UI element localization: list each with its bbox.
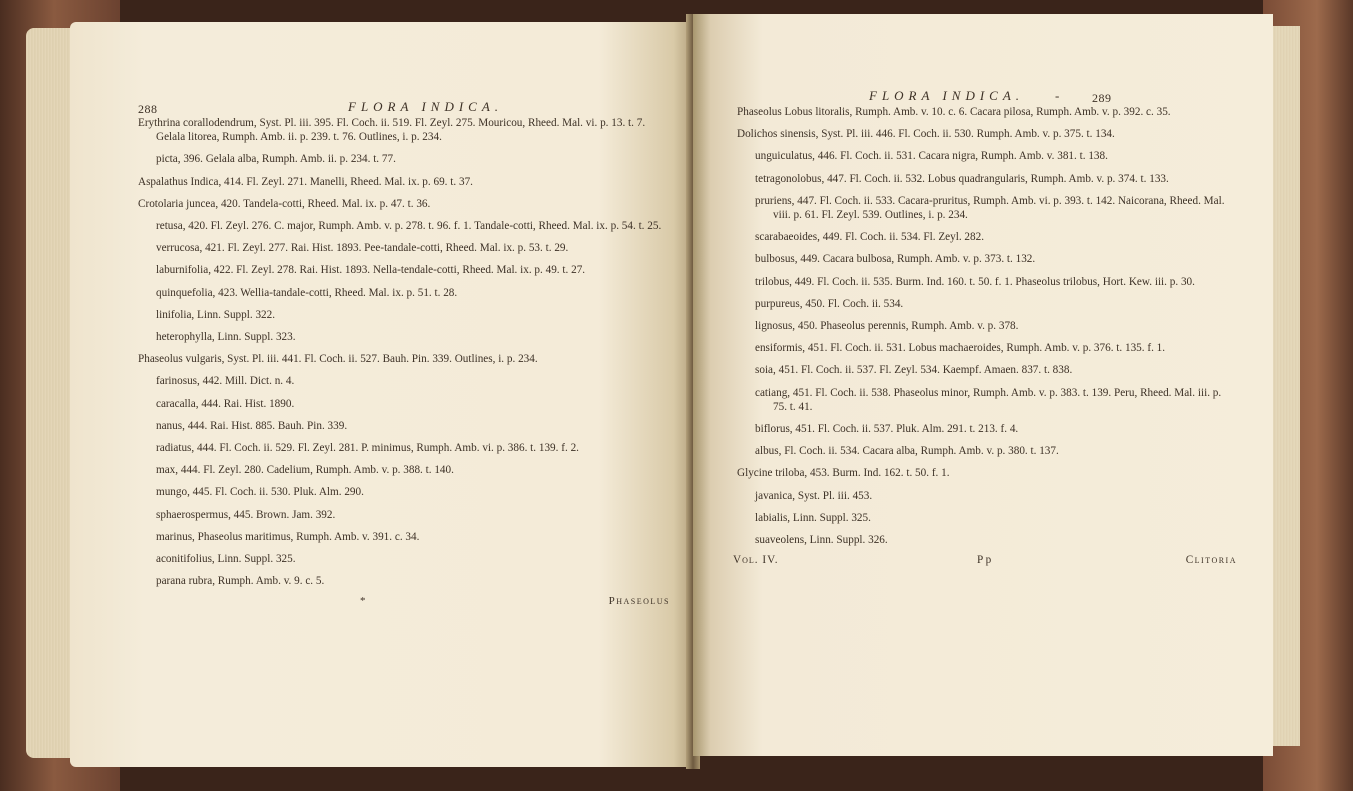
left-page-content [138,86,670,612]
species-entry: mungo, 445. Fl. Coch. ii. 530. Pluk. Alm. 290. [156,486,364,499]
page-number: 289 [1092,91,1112,105]
species-entry: verrucosa, 421. Fl. Zeyl. 277. Rai. Hist. 1893. Pee-tandale-cotti, Rheed. Mal. ix. p. 53. t. 29. [156,242,569,255]
species-entry: albus, Fl. Coch. ii. 534. Cacara alba, Rumph. Amb. v. p. 380. t. 137. [755,445,1059,458]
genus-entry: Dolichos sinensis, Syst. Pl. iii. 446. Fl. Coch. ii. 530. Rumph. Amb. v. p. 375. t. 134. [737,128,1115,141]
right-page [693,14,1273,756]
genus-entry: Phaseolus Lobus litoralis, Rumph. Amb. v. 10. c. 6. Cacara pilosa, Rumph. Amb. v. p. 392. c. 35. [737,106,1171,118]
left-page [70,22,692,767]
species-entry: catiang, 451. Fl. Coch. ii. 538. Phaseolus minor, Rumph. Amb. v. p. 383. t. 139. Peru, Rheed. Mal. iii. p. 75. t. 41. [755,386,1222,413]
right-page-content [733,75,1237,571]
species-entry: nanus, 444. Rai. Hist. 885. Bauh. Pin. 339. [156,419,348,432]
species-entry: radiatus, 444. Fl. Coch. ii. 529. Fl. Zeyl. 281. P. minimus, Rumph. Amb. vi. p. 386. t. 139. f. 2. [156,442,579,455]
species-entry: marinus, Phaseolus maritimus, Rumph. Amb. v. 391. c. 34. [156,530,420,543]
species-entry: ensiformis, 451. Fl. Coch. ii. 531. Lobus machaeroides, Rumph. Amb. v. p. 376. t. 135. f. 1. [755,342,1166,355]
species-entry: heterophylla, Linn. Suppl. 323. [156,331,296,344]
species-entry: labialis, Linn. Suppl. 325. [755,511,871,524]
species-entry: retusa, 420. Fl. Zeyl. 276. C. major, Rumph. Amb. v. p. 278. t. 96. f. 1. Tandale-cotti, Rheed. Mal. ix. p. 54. t. 25. [156,220,662,233]
species-entry: trilobus, 449. Fl. Coch. ii. 535. Burm. Ind. 160. t. 50. f. 1. Phaseolus trilobus, Hort. Kew. iii. p. 30. [755,275,1195,288]
running-title: FLORA INDICA. [348,99,504,114]
species-entry: unguiculatus, 446. Fl. Coch. ii. 531. Cacara nigra, Rumph. Amb. v. 381. t. 138. [755,150,1108,163]
entry-list [138,116,670,588]
running-title: FLORA INDICA. [869,88,1025,103]
species-entry: sphaerospermus, 445. Brown. Jam. 392. [156,508,336,521]
species-entry: purpureus, 450. Fl. Coch. ii. 534. [755,297,904,310]
species-entry: lignosus, 450. Phaseolus perennis, Rumph. Amb. v. p. 378. [755,320,1019,333]
species-entry: farinosus, 442. Mill. Dict. n. 4. [156,375,295,388]
left-running-head [138,86,670,116]
species-entry: javanica, Syst. Pl. iii. 453. [755,489,873,502]
right-footer [733,553,1237,571]
species-entry: laburnifolia, 422. Fl. Zeyl. 278. Rai. Hist. 1893. Nella-tendale-cotti, Rheed. Mal. ix. p. 49. t. 27. [156,264,586,277]
left-footer [180,594,670,612]
species-entry: quinquefolia, 423. Wellia-tandale-cotti, Rheed. Mal. ix. p. 51. t. 28. [156,286,458,299]
genus-entry: Erythrina corallodendrum, Syst. Pl. iii. 395. Fl. Coch. ii. 519. Fl. Zeyl. 275. Mouricou, Rheed. Mal. vi. p. 13. t. 7. Gelala litorea, Rumph. Amb. ii. p. 239. t. 76. Outlines, i. p. 234. [138,117,646,144]
genus-entry: Crotolaria juncea, 420. Tandela-cotti, Rheed. Mal. ix. p. 47. t. 36. [138,197,431,210]
entry-list [737,105,1237,547]
species-entry: tetragonolobus, 447. Fl. Coch. ii. 532. Lobus quadrangularis, Rumph. Amb. v. p. 374. t. 133. [755,172,1169,185]
catchword: Clitoria [1185,554,1237,567]
head-dash: - [1055,88,1060,103]
right-running-head [737,75,1237,105]
signature-mark: P p [977,554,992,567]
volume-label: Vol. IV. [733,554,779,567]
species-entry: picta, 396. Gelala alba, Rumph. Amb. ii. p. 234. t. 77. [156,153,396,166]
genus-entry: Aspalathus Indica, 414. Fl. Zeyl. 271. Manelli, Rheed. Mal. ix. p. 69. t. 37. [138,175,473,188]
species-entry: parana rubra, Rumph. Amb. v. 9. c. 5. [156,575,325,588]
species-entry: pruriens, 447. Fl. Coch. ii. 533. Cacara-pruritus, Rumph. Amb. vi. p. 393. t. 142. Naicorana, Rheed. Mal. viii. p. 61. Fl. Zeyl. 539. Outlines, i. p. 234. [755,194,1225,222]
species-entry: scarabaeoides, 449. Fl. Coch. ii. 534. Fl. Zeyl. 282. [755,231,984,244]
species-entry: biflorus, 451. Fl. Coch. ii. 537. Pluk. Alm. 291. t. 213. f. 4. [755,423,1019,436]
species-entry: max, 444. Fl. Zeyl. 280. Cadelium, Rumph. Amb. v. p. 388. t. 140. [156,464,454,477]
species-entry: soia, 451. Fl. Coch. ii. 537. Fl. Zeyl. 534. Kaempf. Amaen. 837. t. 838. [755,364,1073,377]
genus-entry: Glycine triloba, 453. Burm. Ind. 162. t. 50. f. 1. [737,467,950,480]
genus-entry: Phaseolus vulgaris, Syst. Pl. iii. 441. Fl. Coch. ii. 527. Bauh. Pin. 339. Outlines, i. p. 234. [138,353,538,366]
species-entry: linifolia, Linn. Suppl. 322. [156,308,276,321]
signature-mark: * [360,595,366,608]
species-entry: suaveolens, Linn. Suppl. 326. [755,534,888,547]
catchword: Phaseolus [608,595,670,608]
species-entry: aconitifolius, Linn. Suppl. 325. [156,553,296,566]
species-entry: bulbosus, 449. Cacara bulbosa, Rumph. Amb. v. p. 373. t. 132. [755,253,1036,266]
species-entry: caracalla, 444. Rai. Hist. 1890. [156,397,295,410]
page-edges-left [26,28,74,758]
page-number: 288 [138,102,158,116]
